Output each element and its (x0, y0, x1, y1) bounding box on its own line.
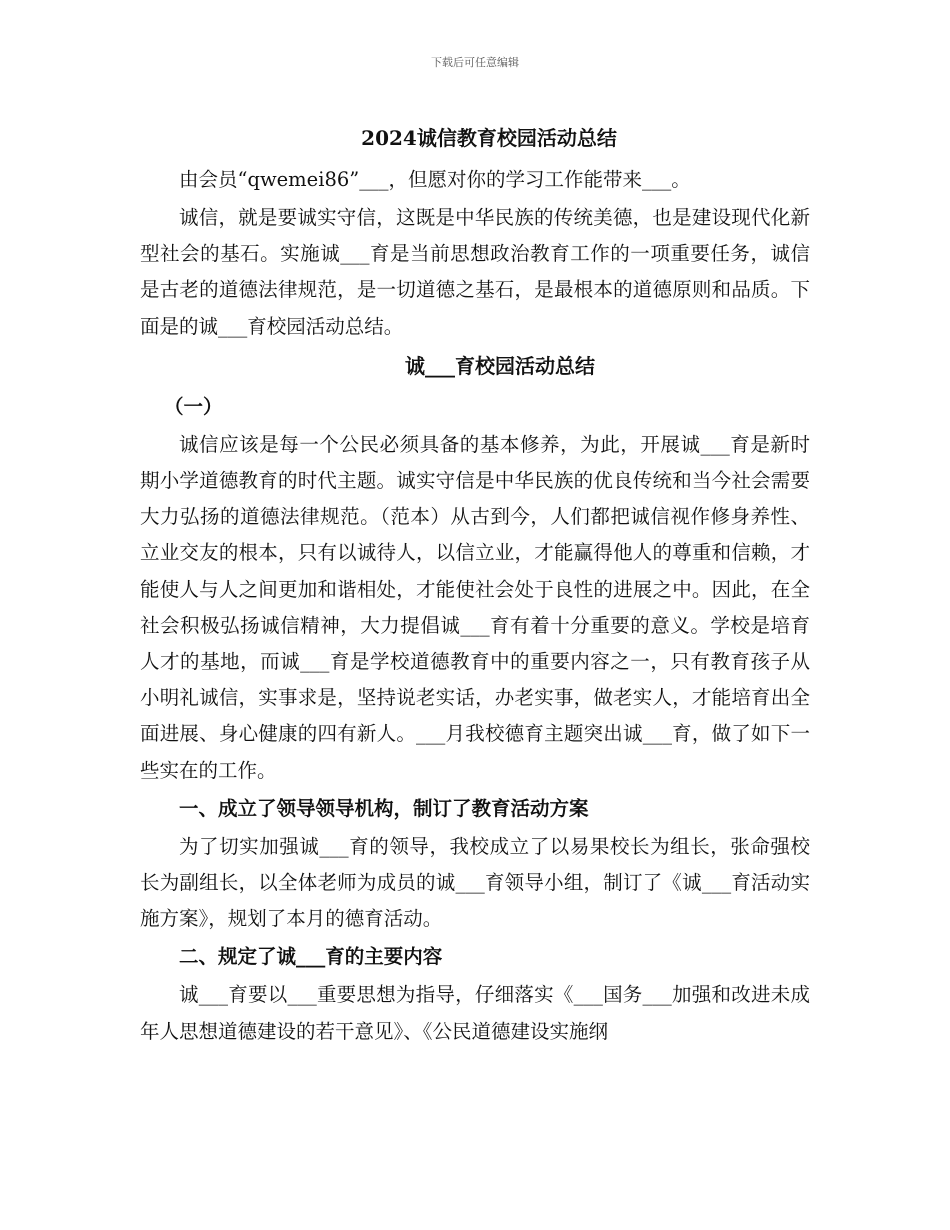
paragraph-1: 诚信，就是要诚实守信，这既是中华民族的传统美德，也是建设现代化新型社会的基石。实施诚___育是当前思想政治教育工作的一项重要任务，诚信是古老的道德法律规范，是一切道德之基石，是最根本的道德原则和品质。下面是的诚___育校园活动总结。 (140, 206, 810, 338)
heading-1: 一、成立了领导领导机构，制订了教育活动方案 (179, 796, 589, 820)
document-title: 2024诚信教育校园活动总结 (361, 126, 617, 150)
document-body (140, 116, 810, 1050)
section-number: （一） (164, 394, 223, 418)
document-subtitle: 诚___育校园活动总结 (405, 353, 595, 378)
download-note: 下载后可任意编辑 (431, 56, 519, 69)
intro-paragraph: 由会员“qwemei86”___，但愿对你的学习工作能带来___。 (179, 168, 691, 191)
paragraph-2: 诚信应该是每一个公民必须具备的基本修养，为此，开展诚___育是新时期小学道德教育的时代主题。诚实守信是中华民族的优良传统和当今社会需要大力弘扬的道德法律规范。（范本）从古到今，人们都把诚信视作修身养性、立业交友的根本，只有以诚待人，以信立业，才能赢得他人的尊重和信赖，才能使人与人之间更加和谐相处，才能使社会处于良性的进展之中。因此，在全社会积极弘扬诚信精神，大力提倡诚___育有着十分重要的意义。学校是培育人才的基地，而诚___育是学校道德教育中的重要内容之一，只有教育孩子从小明礼诚信，实事求是，坚持说老实话，办老实事，做老实人，才能培育出全面进展、身心健康的四有新人。___月我校德育主题突出诚___育，做了如下一些实在的工作。 (140, 432, 810, 782)
paragraph-3: 为了切实加强诚___育的领导，我校成立了以易果校长为组长，张命强校长为副组长，以全体老师为成员的诚___育领导小组，制订了《诚___育活动实施方案》，规划了本月的德育活动。 (140, 834, 810, 931)
heading-2: 二、规定了诚___育的主要内容 (179, 945, 443, 969)
paragraph-4: 诚___育要以___重要思想为指导，仔细落实《___国务___加强和改进未成年人思想道德建设的若干意见》、《公民道德建设实施纲 (140, 983, 810, 1043)
